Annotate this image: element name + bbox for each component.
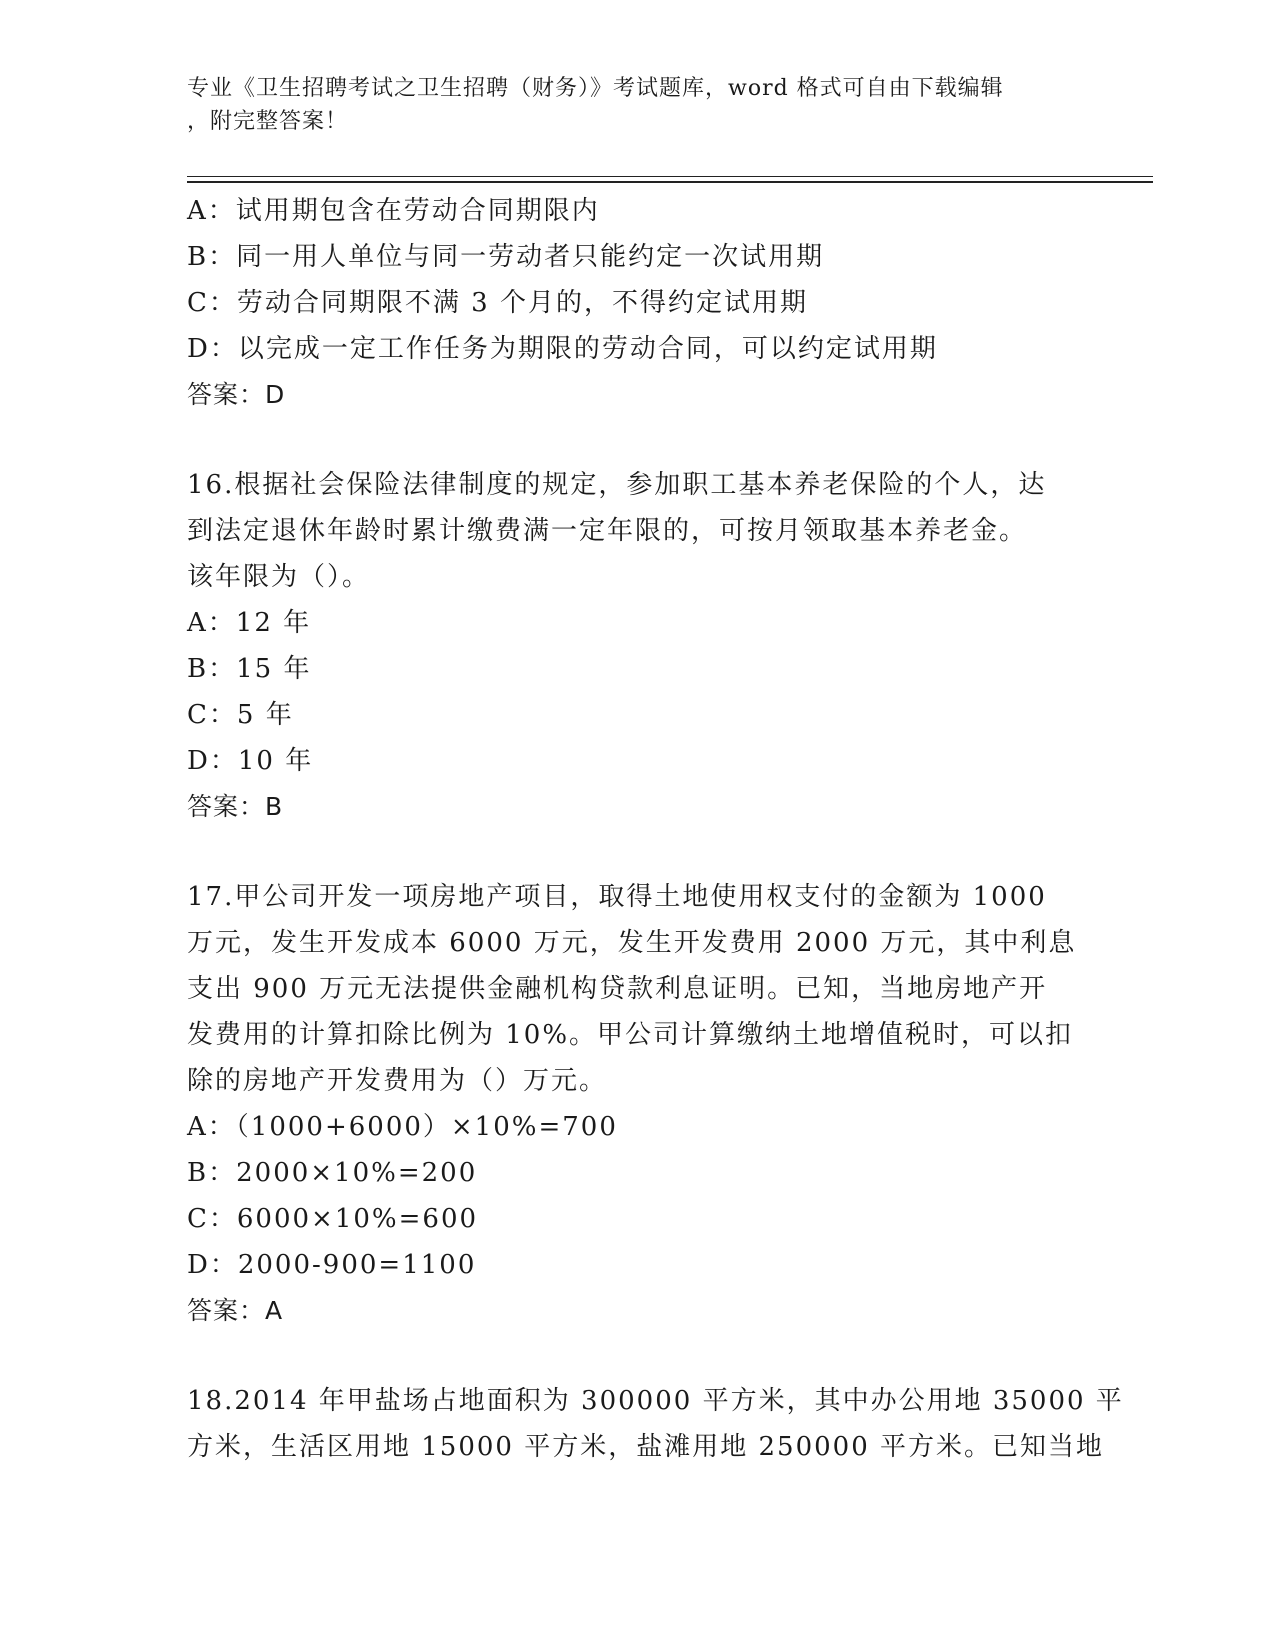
header-line-2: ，附完整答案！	[187, 109, 349, 134]
question-stem-line: 18.2014 年甲盐场占地面积为 300000 平方米，其中办公用地 35000 平	[187, 1386, 1124, 1416]
spacer	[187, 418, 1087, 462]
question-16	[187, 462, 1087, 830]
option-c: C：劳动合同期限不满 3 个月的，不得约定试用期	[187, 288, 808, 318]
option-a: A：试用期包含在劳动合同期限内	[187, 196, 600, 226]
answer: 答案：A	[187, 1296, 284, 1325]
option-c: C：6000×10%=600	[187, 1204, 479, 1234]
question-stem-line: 支出 900 万元无法提供金融机构贷款利息证明。已知，当地房地产开	[187, 974, 1048, 1004]
question-stem-line: 17.甲公司开发一项房地产项目，取得土地使用权支付的金额为 1000	[187, 882, 1047, 912]
question-stem-line: 到法定退休年龄时累计缴费满一定年限的，可按月领取基本养老金。	[187, 516, 1028, 546]
answer: 答案：D	[187, 380, 286, 409]
question-17	[187, 874, 1087, 1334]
question-stem-line: 万元，发生开发成本 6000 万元，发生开发费用 2000 万元，其中利息	[187, 928, 1077, 958]
header-line-1: 专业《卫生招聘考试之卫生招聘（财务）》考试题库，word 格式可自由下载编辑	[187, 76, 1004, 101]
question-18	[187, 1378, 1124, 1470]
option-d: D：以完成一定工作任务为期限的劳动合同，可以约定试用期	[187, 334, 938, 364]
question-stem-line: 发费用的计算扣除比例为 10%。甲公司计算缴纳土地增值税时，可以扣	[187, 1020, 1074, 1050]
option-a: A：（1000+6000）×10%=700	[187, 1112, 618, 1142]
option-c: C：5 年	[187, 700, 294, 730]
header-divider-thin	[187, 176, 1153, 177]
option-a: A：12 年	[187, 608, 312, 638]
option-b: B：15 年	[187, 654, 312, 684]
option-b: B：2000×10%=200	[187, 1158, 478, 1188]
question-content	[187, 188, 1124, 1470]
option-b: B：同一用人单位与同一劳动者只能约定一次试用期	[187, 242, 825, 272]
answer: 答案：B	[187, 792, 284, 821]
option-d: D：2000-900=1100	[187, 1250, 477, 1280]
question-stem-line: 16.根据社会保险法律制度的规定，参加职工基本养老保险的个人，达	[187, 470, 1047, 500]
spacer	[187, 1334, 1087, 1378]
question-stem-line: 除的房地产开发费用为（）万元。	[187, 1066, 608, 1096]
spacer	[187, 830, 1087, 874]
option-d: D：10 年	[187, 746, 314, 776]
document-header	[187, 72, 1067, 138]
question-15	[187, 188, 1087, 418]
header-divider-thick	[187, 181, 1153, 183]
question-stem-line: 该年限为（）。	[187, 562, 371, 592]
question-stem-line: 方米，生活区用地 15000 平方米，盐滩用地 250000 平方米。已知当地	[187, 1432, 1105, 1462]
